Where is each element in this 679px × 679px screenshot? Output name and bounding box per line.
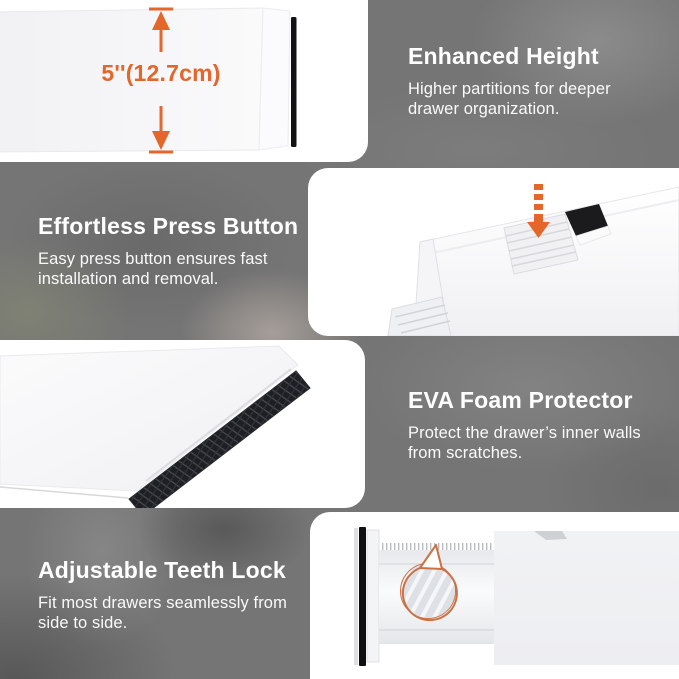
- divider-panel-edge: [259, 8, 290, 150]
- end-bracket: [367, 530, 379, 662]
- drawer-black-rail: [359, 527, 366, 666]
- feature-description: Easy press button ensures fast installation and removal.: [38, 249, 268, 289]
- feature-description: Higher partitions for deeper drawer organization.: [408, 79, 611, 119]
- feature-title: Enhanced Height: [408, 43, 599, 69]
- divider-main-panel: [494, 531, 679, 665]
- feature-description: Fit most drawers seamlessly from side to side.: [38, 593, 287, 633]
- teeth-lock-graphic: [310, 512, 679, 679]
- feature-title: EVA Foam Protector: [408, 387, 633, 413]
- height-measurement-label: 5''(12.7cm): [101, 60, 221, 86]
- feature-teeth-lock: [38, 558, 300, 633]
- feature-press-button: [38, 214, 306, 289]
- divider-black-edge: [291, 17, 297, 147]
- feature-title: Effortless Press Button: [38, 213, 299, 239]
- photo-teeth-lock: [310, 512, 679, 679]
- photo-press-button: [308, 168, 679, 336]
- feature-description: Protect the drawer’s inner walls from scratches.: [408, 423, 641, 463]
- press-button-graphic: [308, 168, 679, 336]
- photo-eva-foam: [0, 340, 365, 508]
- feature-enhanced-height: [408, 44, 652, 119]
- feature-eva-foam: [408, 388, 664, 463]
- drawer-side-line: [354, 528, 358, 665]
- eva-foam-graphic: [0, 340, 365, 508]
- photo-height-measurement: [0, 0, 368, 162]
- feature-title: Adjustable Teeth Lock: [38, 557, 286, 583]
